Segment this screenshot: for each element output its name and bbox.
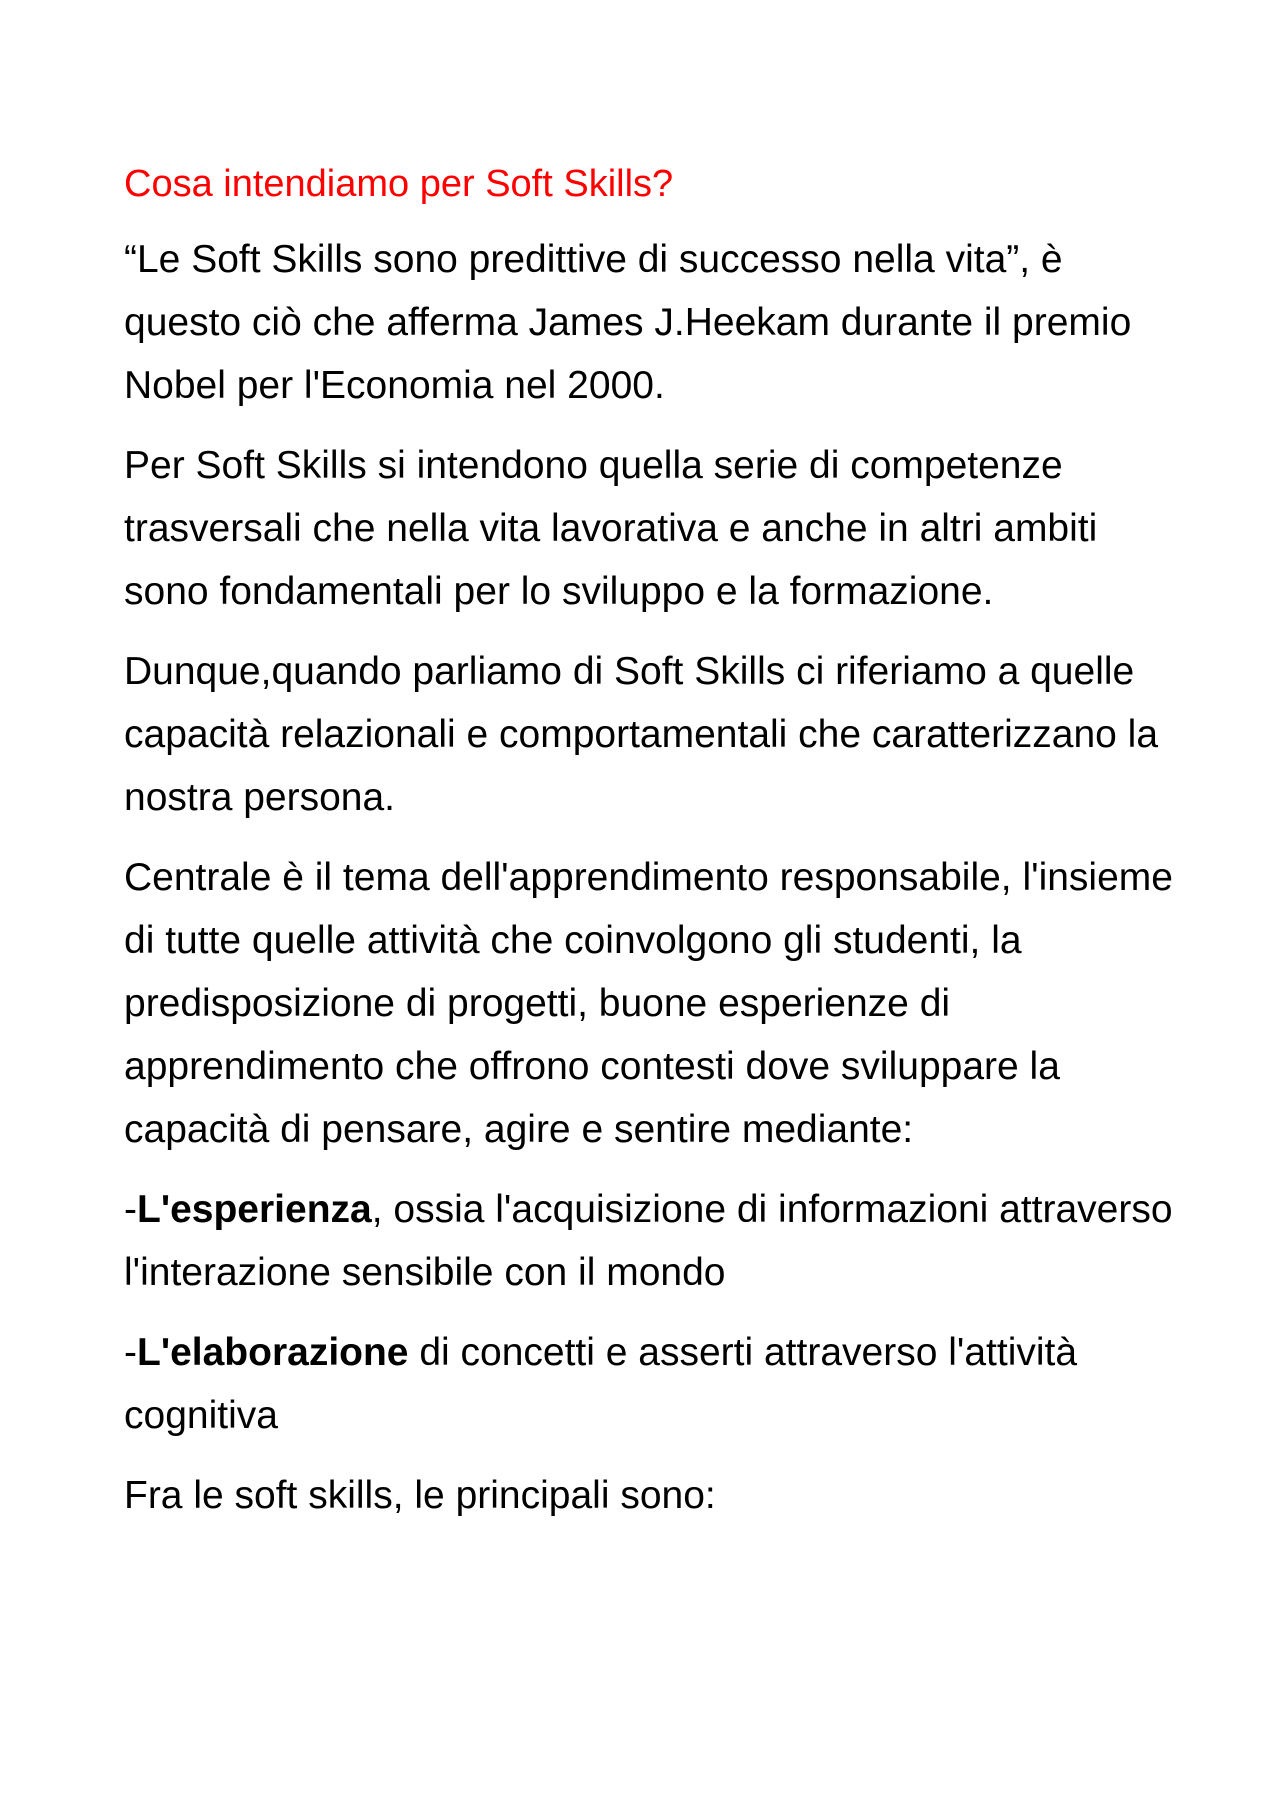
list-item-prefix: -	[124, 1331, 137, 1374]
list-item-term: L'elaborazione	[137, 1331, 409, 1374]
list-item-text: di concetti e asserti attraverso l'attività cognitiva	[124, 1331, 1078, 1437]
list-item-prefix: -	[124, 1188, 137, 1231]
paragraph-responsible-learning: Centrale è il tema dell'apprendimento responsabile, l'insieme di tutte quelle attività che coinvolgono gli studenti, la predisposizione di progetti, buone esperienze di apprendimento che offrono contesti dove sviluppare la capacità di pensare, agire e sentire mediante:	[124, 856, 1173, 1151]
paragraph-definition: Per Soft Skills si intendono quella serie di competenze trasversali che nella vita lavorativa e anche in altri ambiti sono fondamentali per lo sviluppo e la formazione.	[124, 444, 1098, 613]
paragraph-quote: “Le Soft Skills sono predittive di successo nella vita”, è questo ciò che afferma James J.Heekam durante il premio Nobel per l'Economia nel 2000.	[124, 238, 1132, 407]
list-item-term: L'esperienza	[137, 1188, 372, 1231]
document-heading: Cosa intendiamo per Soft Skills?	[124, 163, 674, 205]
paragraph-relational-skills: Dunque,quando parliamo di Soft Skills ci riferiamo a quelle capacità relazionali e comportamentali che caratterizzano la nostra persona.	[124, 650, 1159, 819]
list-item-text: , ossia l'acquisizione di informazioni attraverso l'interazione sensibile con il mondo	[124, 1188, 1173, 1294]
paragraph-closing: Fra le soft skills, le principali sono:	[124, 1474, 716, 1517]
list-item-experience	[124, 1178, 1184, 1304]
document-body	[124, 158, 1184, 1544]
list-item-elaboration	[124, 1321, 1184, 1447]
